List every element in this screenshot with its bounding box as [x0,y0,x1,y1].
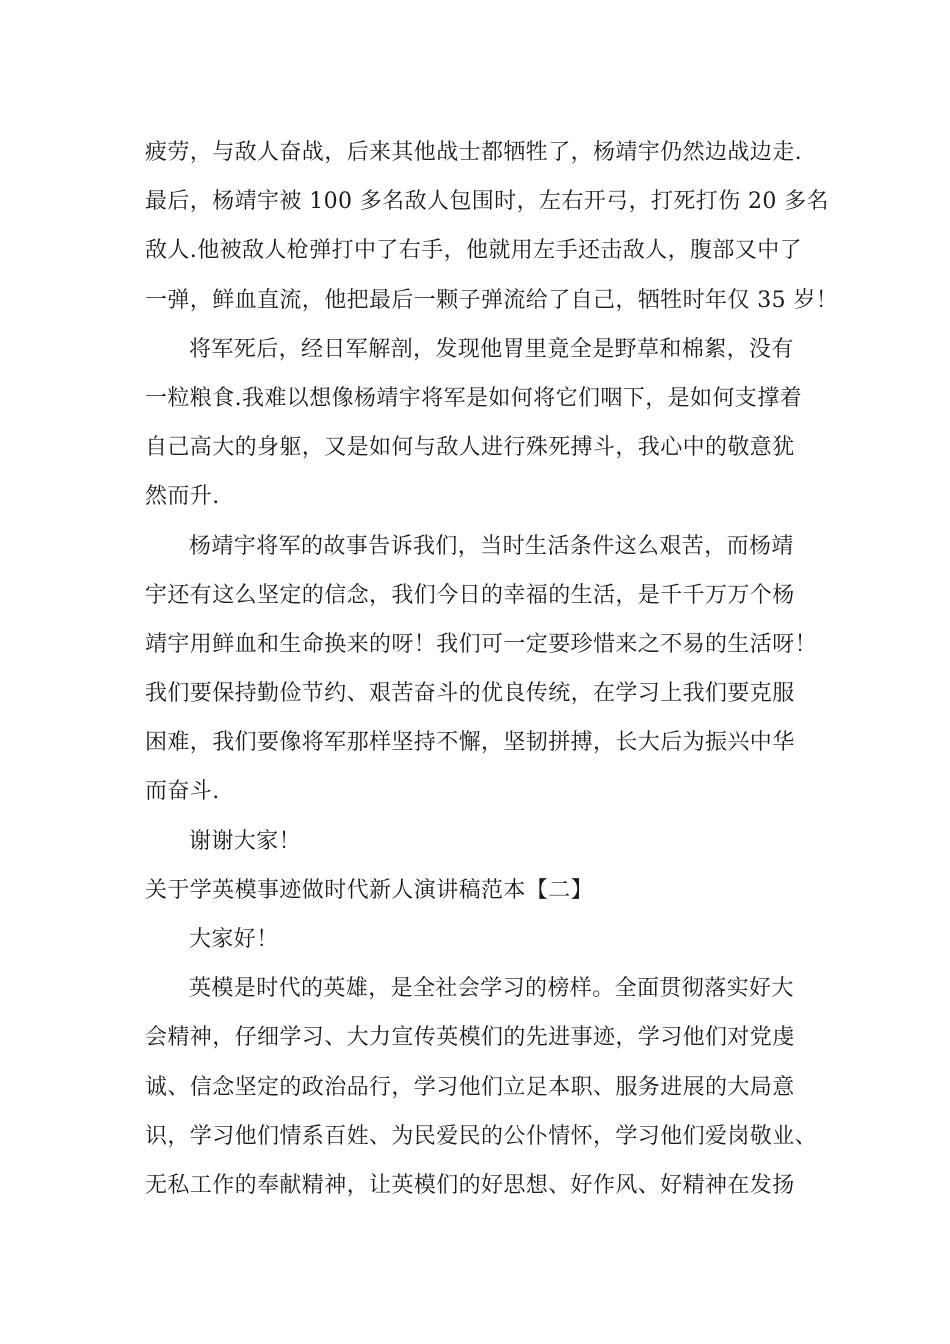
text-line: 敌人.他被敌人枪弹打中了右手，他就用左手还击敌人，腹部又中了 [145,238,802,264]
text-line: 识，学习他们情系百姓、为民爱民的公仆情怀，学习他们爱岗敬业、 [145,1123,818,1149]
text-line: 诚、信念坚定的政治品行，学习他们立足本职、服务进展的大局意 [145,1074,795,1100]
text-line: 一弹，鲜血直流，他把最后一颗子弹流给了自己，牺牲时年仅 35 岁！ [145,287,839,313]
text-line: 一粒粮食.我难以想像杨靖宇将军是如何将它们咽下，是如何支撑着 [145,385,802,411]
text-line: 疲劳，与敌人奋战，后来其他战士都牺牲了，杨靖宇仍然边战边走. [145,140,802,165]
section-heading: 关于学英模事迹做时代新人演讲稿范本【二】 [145,877,594,903]
document-body [145,128,839,1210]
text-line: 自己高大的身躯，又是如何与敌人进行殊死搏斗，我心中的敬意犹 [145,435,795,461]
paragraph-start-line: 英模是时代的英雄，是全社会学习的榜样。全面贯彻落实好大 [189,976,794,1002]
paragraph-start-line: 将军死后，经日军解剖，发现他胃里竟全是野草和棉絮，没有 [189,336,794,362]
text-line: 然而升. [145,484,220,510]
paragraph-start-line: 杨靖宇将军的故事告诉我们，当时生活条件这么艰苦，而杨靖 [189,533,794,559]
text-line: 无私工作的奉献精神，让英模们的好思想、好作风、好精神在发扬 [145,1172,795,1198]
closing-thanks: 谢谢大家！ [189,828,302,854]
text-line: 靖宇用鲜血和生命换来的呀！我们可一定要珍惜来之不易的生活呀！ [145,631,818,657]
text-line: 我们要保持勤俭节约、艰苦奋斗的优良传统，在学习上我们要克服 [145,681,795,707]
text-line: 最后，杨靖宇被 100 多名敌人包围时，左右开弓，打死打伤 20 多名 [145,189,829,215]
text-line: 宇还有这么坚定的信念，我们今日的幸福的生活，是千千万万个杨 [145,582,795,608]
text-line: 会精神，仔细学习、大力宣传英模们的先进事迹，学习他们对党虔 [145,1025,795,1051]
greeting-line: 大家好！ [189,927,279,952]
text-line: 困难，我们要像将军那样坚持不懈，坚韧拼搏，长大后为振兴中华 [145,730,795,756]
text-line: 而奋斗. [145,779,220,805]
